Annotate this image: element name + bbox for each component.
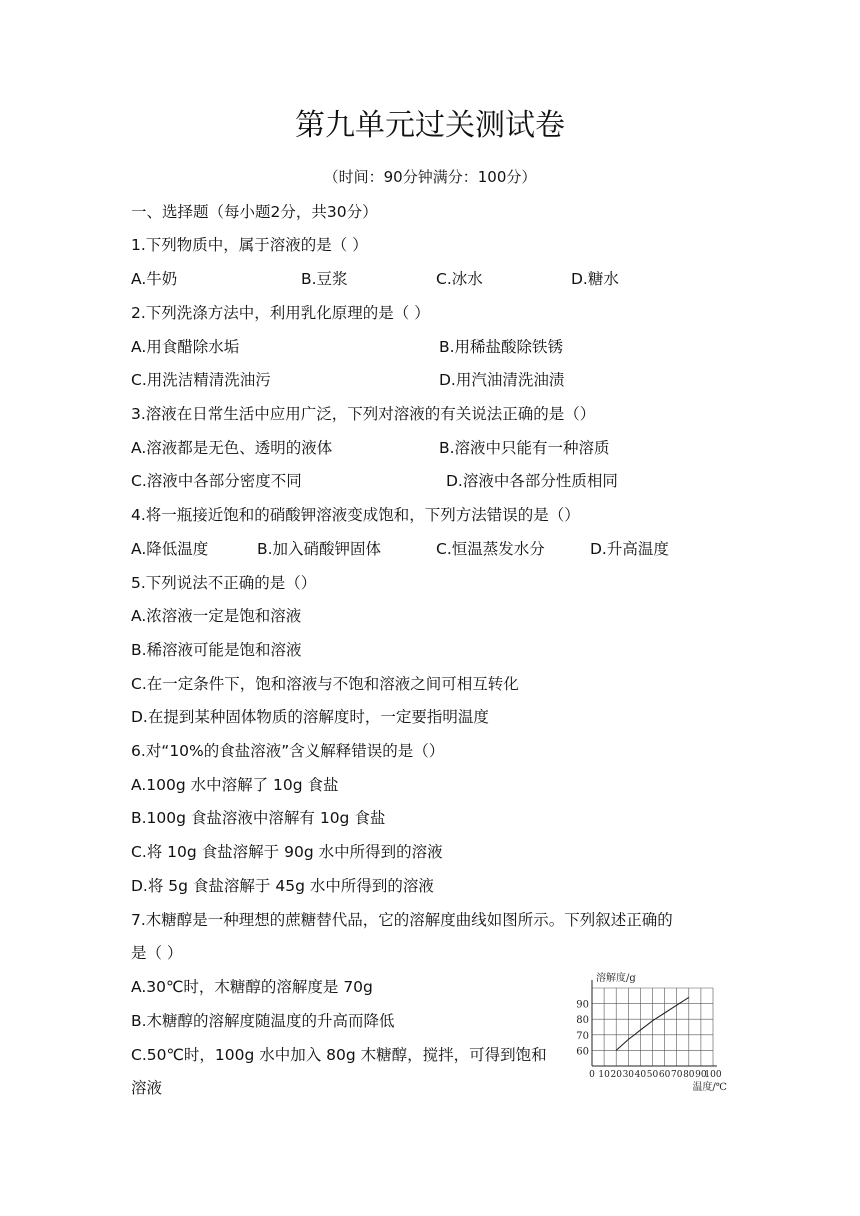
question-5-option-d: D.在提到某种固体物质的溶解度时，一定要指明温度 [131,708,489,726]
question-3-option-c: C.溶液中各部分密度不同 [131,472,302,490]
chart-x-tick-label: 80 [683,1070,695,1080]
chart-x-tick-label: 0 [589,1070,595,1080]
chart-y-tick-label: 90 [576,999,589,1011]
question-2-option-a: A.用食醋除水垢 [131,338,240,356]
question-1-option-c: C.冰水 [436,270,483,288]
question-3-option-b: B.溶液中只能有一种溶质 [439,439,610,457]
chart-x-tick-label: 20 [610,1070,622,1080]
question-4-option-a: A.降低温度 [131,540,209,558]
question-1-option-b: B.豆浆 [301,270,348,288]
question-6-stem: 6.对“10%的食盐溶液”含义解释错误的是（） [131,742,445,760]
question-6-option-a: A.100g 水中溶解了 10g 食盐 [131,776,339,794]
question-3-stem: 3.溶液在日常生活中应用广泛，下列对溶液的有关说法正确的是（） [131,405,596,423]
question-7-option-c-line-1: C.50℃时，100g 水中加入 80g 木糖醇，搅拌，可得到饱和 [131,1046,547,1064]
question-7-option-a: A.30℃时，木糖醇的溶解度是 70g [131,978,373,996]
question-7-stem-line-2: 是（ ） [131,944,183,962]
chart-x-tick-label: 100 [704,1070,722,1080]
question-7-stem-line-1: 7.木糖醇是一种理想的蔗糖替代品，它的溶解度曲线如图所示。下列叙述正确的 [131,911,673,929]
chart-x-tick-label: 30 [622,1070,635,1080]
question-7-option-c-line-2: 溶液 [131,1079,163,1097]
question-4-option-d: D.升高温度 [590,540,669,558]
question-2-option-d: D.用汽油清洗油渍 [439,371,565,389]
question-3-option-d: D.溶液中各部分性质相同 [446,472,618,490]
question-5-stem: 5.下列说法不正确的是（） [131,574,317,592]
question-6-option-b: B.100g 食盐溶液中溶解有 10g 食盐 [131,809,386,827]
chart-x-tick-label: 70 [670,1070,683,1080]
question-7-option-b: B.木糖醇的溶解度随温度的升高而降低 [131,1012,395,1030]
chart-x-tick-label: 50 [646,1070,659,1080]
question-6-option-c: C.将 10g 食盐溶解于 90g 水中所得到的溶液 [131,843,443,861]
question-3-option-a: A.溶液都是无色、透明的液体 [131,439,333,457]
question-5-option-c: C.在一定条件下，饱和溶液与不饱和溶液之间可相互转化 [131,675,519,693]
chart-x-tick-label: 10 [598,1070,610,1080]
page-title: 第九单元过关测试卷 [295,108,565,143]
chart-x-axis-label: 温度/℃ [692,1082,727,1093]
question-2-option-c: C.用洗洁精清洗油污 [131,371,271,389]
question-2-option-b: B.用稀盐酸除铁锈 [439,338,564,356]
chart-y-axis-label: 溶解度/g [596,973,636,984]
chart-x-tick-label: 90 [695,1070,707,1080]
chart-x-tick-label: 60 [658,1070,671,1080]
page-subtitle: （时间：90分钟满分：100分） [323,168,537,186]
question-4-option-c: C.恒温蒸发水分 [436,540,545,558]
solubility-chart-svg [572,968,740,1096]
question-4-stem: 4.将一瓶接近饱和的硝酸钾溶液变成饱和，下列方法错误的是（） [131,506,580,524]
chart-x-tick-label: 40 [634,1070,647,1080]
chart-y-tick-label: 80 [576,1015,589,1027]
question-4-option-b: B.加入硝酸钾固体 [257,540,382,558]
chart-y-tick-label: 70 [576,1030,589,1042]
chart-y-tick-label: 60 [576,1046,589,1058]
question-1-option-d: D.糖水 [571,270,619,288]
question-2-stem: 2.下列洗涤方法中，利用乳化原理的是（ ） [131,304,430,322]
question-1-stem: 1.下列物质中，属于溶液的是（ ） [131,236,368,254]
question-5-option-b: B.稀溶液可能是饱和溶液 [131,641,302,659]
question-1-option-a: A.牛奶 [131,270,178,288]
question-5-option-a: A.浓溶液一定是饱和溶液 [131,607,302,625]
solubility-chart [572,968,740,1096]
section-heading: 一、选择题（每小题2分，共30分） [131,203,378,221]
question-6-option-d: D.将 5g 食盐溶解于 45g 水中所得到的溶液 [131,877,434,895]
